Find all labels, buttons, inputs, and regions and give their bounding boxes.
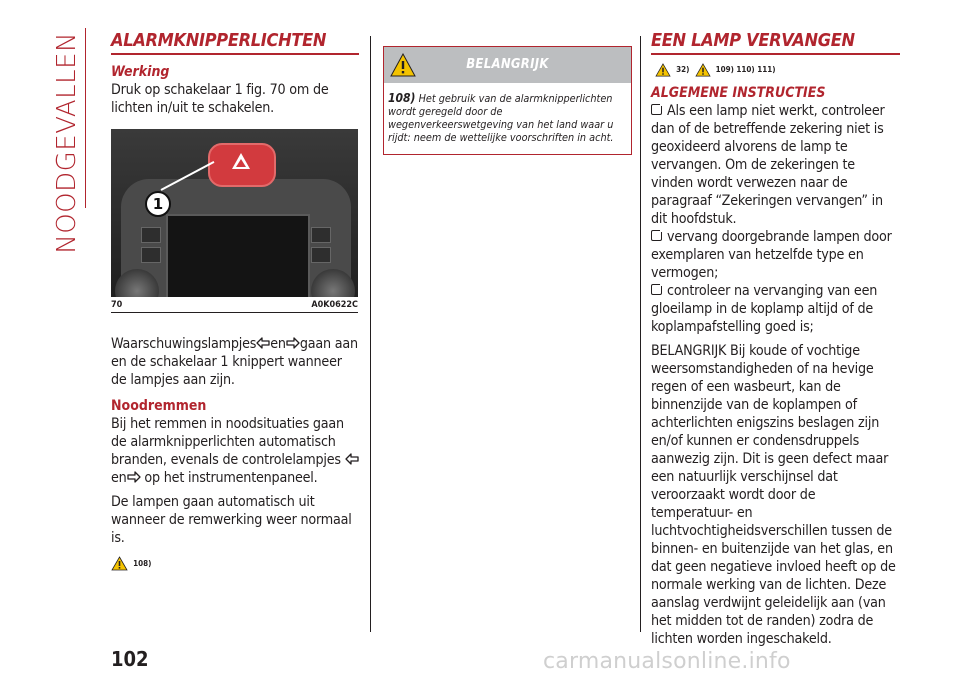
callout-number: 1	[145, 191, 171, 217]
important-box	[383, 46, 632, 155]
column-divider	[640, 36, 641, 632]
chapter-tab-rule	[85, 28, 86, 208]
column-replace-lamp	[651, 30, 900, 648]
note-number: 108)	[388, 91, 416, 105]
bullet-item: Als een lamp niet werkt, controleer dan of de betreffende zekering niet is geoxideerd alvorens de lamp te vervangen. Om de zekeringen te vinden wordt verwezen naar de paragraaf “Zekeringen vervangen” in dit hoofdstuk.	[651, 103, 885, 227]
turn-right-arrow-icon	[286, 337, 300, 349]
reference-row	[655, 59, 900, 78]
figure-caption	[111, 297, 358, 313]
warning-triangle-icon	[111, 556, 128, 571]
subheading-general-instructions: ALGEMENE INSTRUCTIES	[651, 85, 826, 101]
figure-number: 70	[111, 300, 123, 310]
paragraph: Waarschuwingslampjes en gaan aan en de schakelaar 1 knippert wanneer de lampjes aan zijn.	[111, 336, 358, 388]
subheading-emergency-braking: Noodremmen	[111, 398, 207, 414]
checkbox-bullet-icon	[651, 104, 662, 115]
bullet-item: controleer na vervanging van een gloeilamp in de koplamp altijd of de koplampafstelling goed is;	[651, 283, 878, 335]
paragraph: BELANGRIJK Bij koude of vochtige weersomstandigheden of na hevige regen of een wasbeurt, kan de binnenzijde van de koplampen of achterlichten enigszins beslagen zijn en/of kunnen er condensdruppels aanwezig zijn. Dit is geen defect maar een natuurlijk verschijnsel dat veroorzaakt wordt door de temperatuur- en luchtvochtigheidsverschillen tussen de binnen- en buitenzijde van het glas, en dat geen negatieve invloed heeft op de normale werking van de lichten. Deze aanslag verdwijnt geleidelijk aan (van het midden tot de randen) zodra de lichten worden ingeschakeld.	[651, 343, 896, 647]
section-title: ALARMKNIPPERLICHTEN	[111, 30, 359, 55]
warning-triangle-icon	[655, 63, 671, 77]
important-box-header	[384, 47, 631, 83]
turn-left-arrow-icon	[345, 453, 359, 465]
paragraph: De lampen gaan automatisch uit wanneer de remwerking weer normaal is.	[111, 494, 352, 546]
figure-code: A0K0622C	[311, 300, 358, 310]
section-title: EEN LAMP VERVANGEN	[651, 30, 900, 55]
page-number: 102	[111, 647, 149, 671]
turn-left-arrow-icon	[256, 337, 270, 349]
checkbox-bullet-icon	[651, 284, 662, 295]
figure-hazard-switch	[111, 129, 358, 297]
paragraph: Bij het remmen in noodsituaties gaan de alarmknipperlichten automatisch branden, evenals de controlelampjes en op het instrumentenpaneel.	[111, 415, 359, 487]
important-box-body	[384, 83, 631, 154]
watermark: carmanualsonline.info	[543, 649, 791, 674]
chapter-tab: NOODGEVALLEN	[52, 32, 82, 254]
bullet-item: vervang doorgebrande lampen door exemplaren van hetzelfde type en vermogen;	[651, 229, 892, 281]
subheading-operation: Werking	[111, 64, 170, 80]
warning-triangle-icon	[695, 63, 711, 77]
column-hazard-lights	[111, 30, 359, 572]
infotainment-screen	[166, 214, 310, 297]
checkbox-bullet-icon	[651, 230, 662, 241]
reference-number: 109) 110) 111)	[715, 65, 776, 74]
column-divider	[370, 36, 371, 632]
column-important	[383, 46, 632, 155]
paragraph: Druk op schakelaar 1 fig. 70 om de lichten in/uit te schakelen.	[111, 82, 329, 116]
turn-right-arrow-icon	[127, 471, 141, 483]
reference-number: 108)	[133, 559, 152, 568]
note-text: Het gebruik van de alarmknipperlichten wordt geregeld door de wegenverkeerswetgeving van het land waar u rijdt: neem de wettelijke voorschriften in acht.	[388, 92, 614, 144]
important-box-title: BELANGRIJK	[466, 57, 549, 72]
reference-number: 32)	[676, 65, 690, 74]
reference-row	[111, 553, 359, 572]
